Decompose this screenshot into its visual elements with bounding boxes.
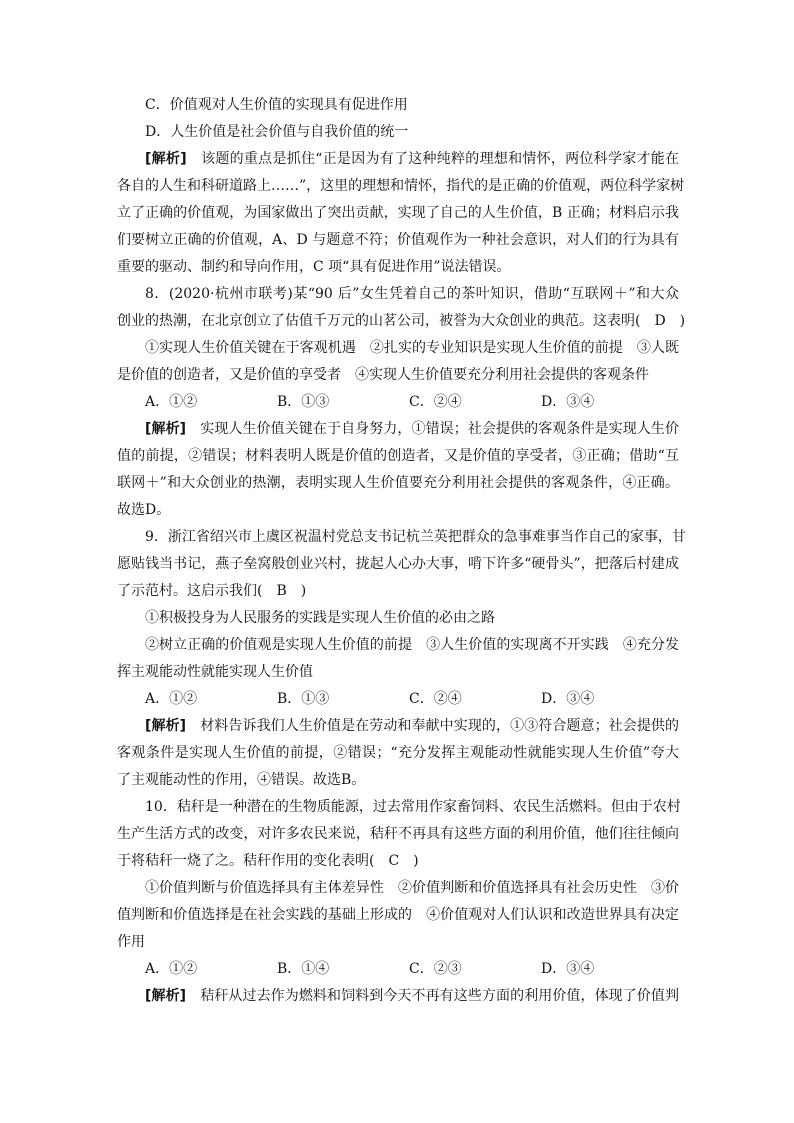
option-b: B．①④ [277,961,330,977]
analysis-line: [解析] 实现人生价值关键在于自身努力，①错误；社会提供的客观条件是实现人生价 [145,421,680,437]
option-c: C．②④ [409,394,462,410]
option-d: D．③④ [541,394,595,410]
page-content [117,92,686,1010]
statement-line: 是价值的创造者，又是价值的享受者 ④实现人生价值要充分利用社会提供的客观条件 [117,367,649,383]
option-c: C．②③ [409,961,462,977]
option-c: C．价值观对人生价值的实现具有促进作用 [145,97,408,113]
question-stem-line: 生产生活方式的改变，对许多农民来说，秸秆不再具有这些方面的利用价值，他们往往倾向 [117,826,679,842]
question-stem-line: 了示范村。这启示我们( B ) [117,583,307,599]
question-stem-line: 愿贴钱当书记，燕子垒窝般创业兴村，拢起人心办大事，啃下许多“硬骨头”，把落后村建成 [117,556,679,572]
question-7-tail [117,92,685,281]
statement-line: 作用 [117,934,145,950]
statement-line: 挥主观能动性就能实现人生价值 [117,664,313,680]
option-b: B．①③ [277,691,330,707]
analysis-line: [解析] 材料告诉我们人生价值是在劳动和奉献中实现的，①③符合题意；社会提供的 [145,718,680,734]
question-stem-line: 8．(2020·杭州市联考)某“90 后”女生凭着自己的茶叶知识，借助“互联网＋”和大众 [145,286,679,302]
analysis-line: 了主观能动性的作用，④错误。故选B。 [117,772,366,788]
option-a: A．①② [145,961,198,977]
analysis-line: 值的前提，②错误；材料表明人既是价值的创造者，又是价值的享受者，③正确；借助“互 [117,448,679,464]
question-8 [117,281,686,524]
answer-options [117,686,679,713]
analysis-label: [解析] [145,718,187,734]
answer-options [117,956,679,983]
analysis-line: 重要的驱动、制约和导向作用，C 项“具有促进作用”说法错误。 [117,259,511,275]
statement-line: ①价值判断与价值选择具有主体差异性 ②价值判断和价值选择具有社会历史性 ③价 [145,880,679,896]
statement-line: ①积极投身为人民服务的实践是实现人生价值的必由之路 [145,610,495,626]
statement-line: ①实现人生价值关键在于客观机遇 ②扎实的专业知识是实现人生价值的前提 ③人既 [145,340,679,356]
question-stem-line: 9．浙江省绍兴市上虞区祝温村党总支书记杭兰英把群众的急事难事当作自己的家事，甘 [145,529,686,545]
option-b: B．①③ [277,394,330,410]
analysis-label: [解析] [145,421,187,437]
analysis-line: 们要树立正确的价值观，A、D 与题意不符；价值观作为一种社会意识，对人们的行为具有 [117,232,679,248]
analysis-line: [解析] 秸秆从过去作为燃料和饲料到今天不再有这些方面的利用价值，体现了价值判 [145,988,680,1004]
question-stem-line: 创业的热潮，在北京创立了估值千万元的山茗公司，被誉为大众创业的典范。这表明( D ) [117,313,686,329]
analysis-line: [解析] 该题的重点是抓住“正是因为有了这种纯粹的理想和情怀，两位科学家才能在 [145,151,680,167]
question-stem-line: 10．秸秆是一种潜在的生物质能源，过去常用作家畜饲料、农民生活燃料。但由于农村 [145,799,681,815]
analysis-line: 各自的人生和科研道路上……”，这里的理想和情怀，指代的是正确的价值观，两位科学家树 [117,178,685,194]
option-c: C．②④ [409,691,462,707]
option-a: A．①② [145,394,198,410]
analysis-line: 客观条件是实现人生价值的前提，②错误；“充分发挥主观能动性就能实现人生价值”夸大 [117,745,679,761]
statement-line: ②树立正确的价值观是实现人生价值的前提 ③人生价值的实现离不开实践 ④充分发 [145,637,679,653]
option-d: D．③④ [541,961,595,977]
option-a: A．①② [145,691,198,707]
option-d: D．③④ [541,691,595,707]
analysis-line: 联网＋”和大众创业的热潮，表明实现人生价值要充分利用社会提供的客观条件，④正确。 [117,475,679,491]
question-9 [117,524,686,794]
answer-options [117,389,679,416]
analysis-label: [解析] [145,151,187,167]
analysis-line: 立了正确的价值观，为国家做出了突出贡献，实现了自己的人生价值，B 正确；材料启示我 [117,205,679,221]
analysis-line: 故选D。 [117,502,171,518]
question-stem-line: 于将秸秆一烧了之。秸秆作用的变化表明( C ) [117,853,419,869]
analysis-label: [解析] [145,988,187,1004]
question-10 [117,794,679,1010]
statement-line: 值判断和价值选择是在社会实践的基础上形成的 ④价值观对人们认识和改造世界具有决定 [117,907,679,923]
option-d: D．人生价值是社会价值与自我价值的统一 [145,124,409,140]
